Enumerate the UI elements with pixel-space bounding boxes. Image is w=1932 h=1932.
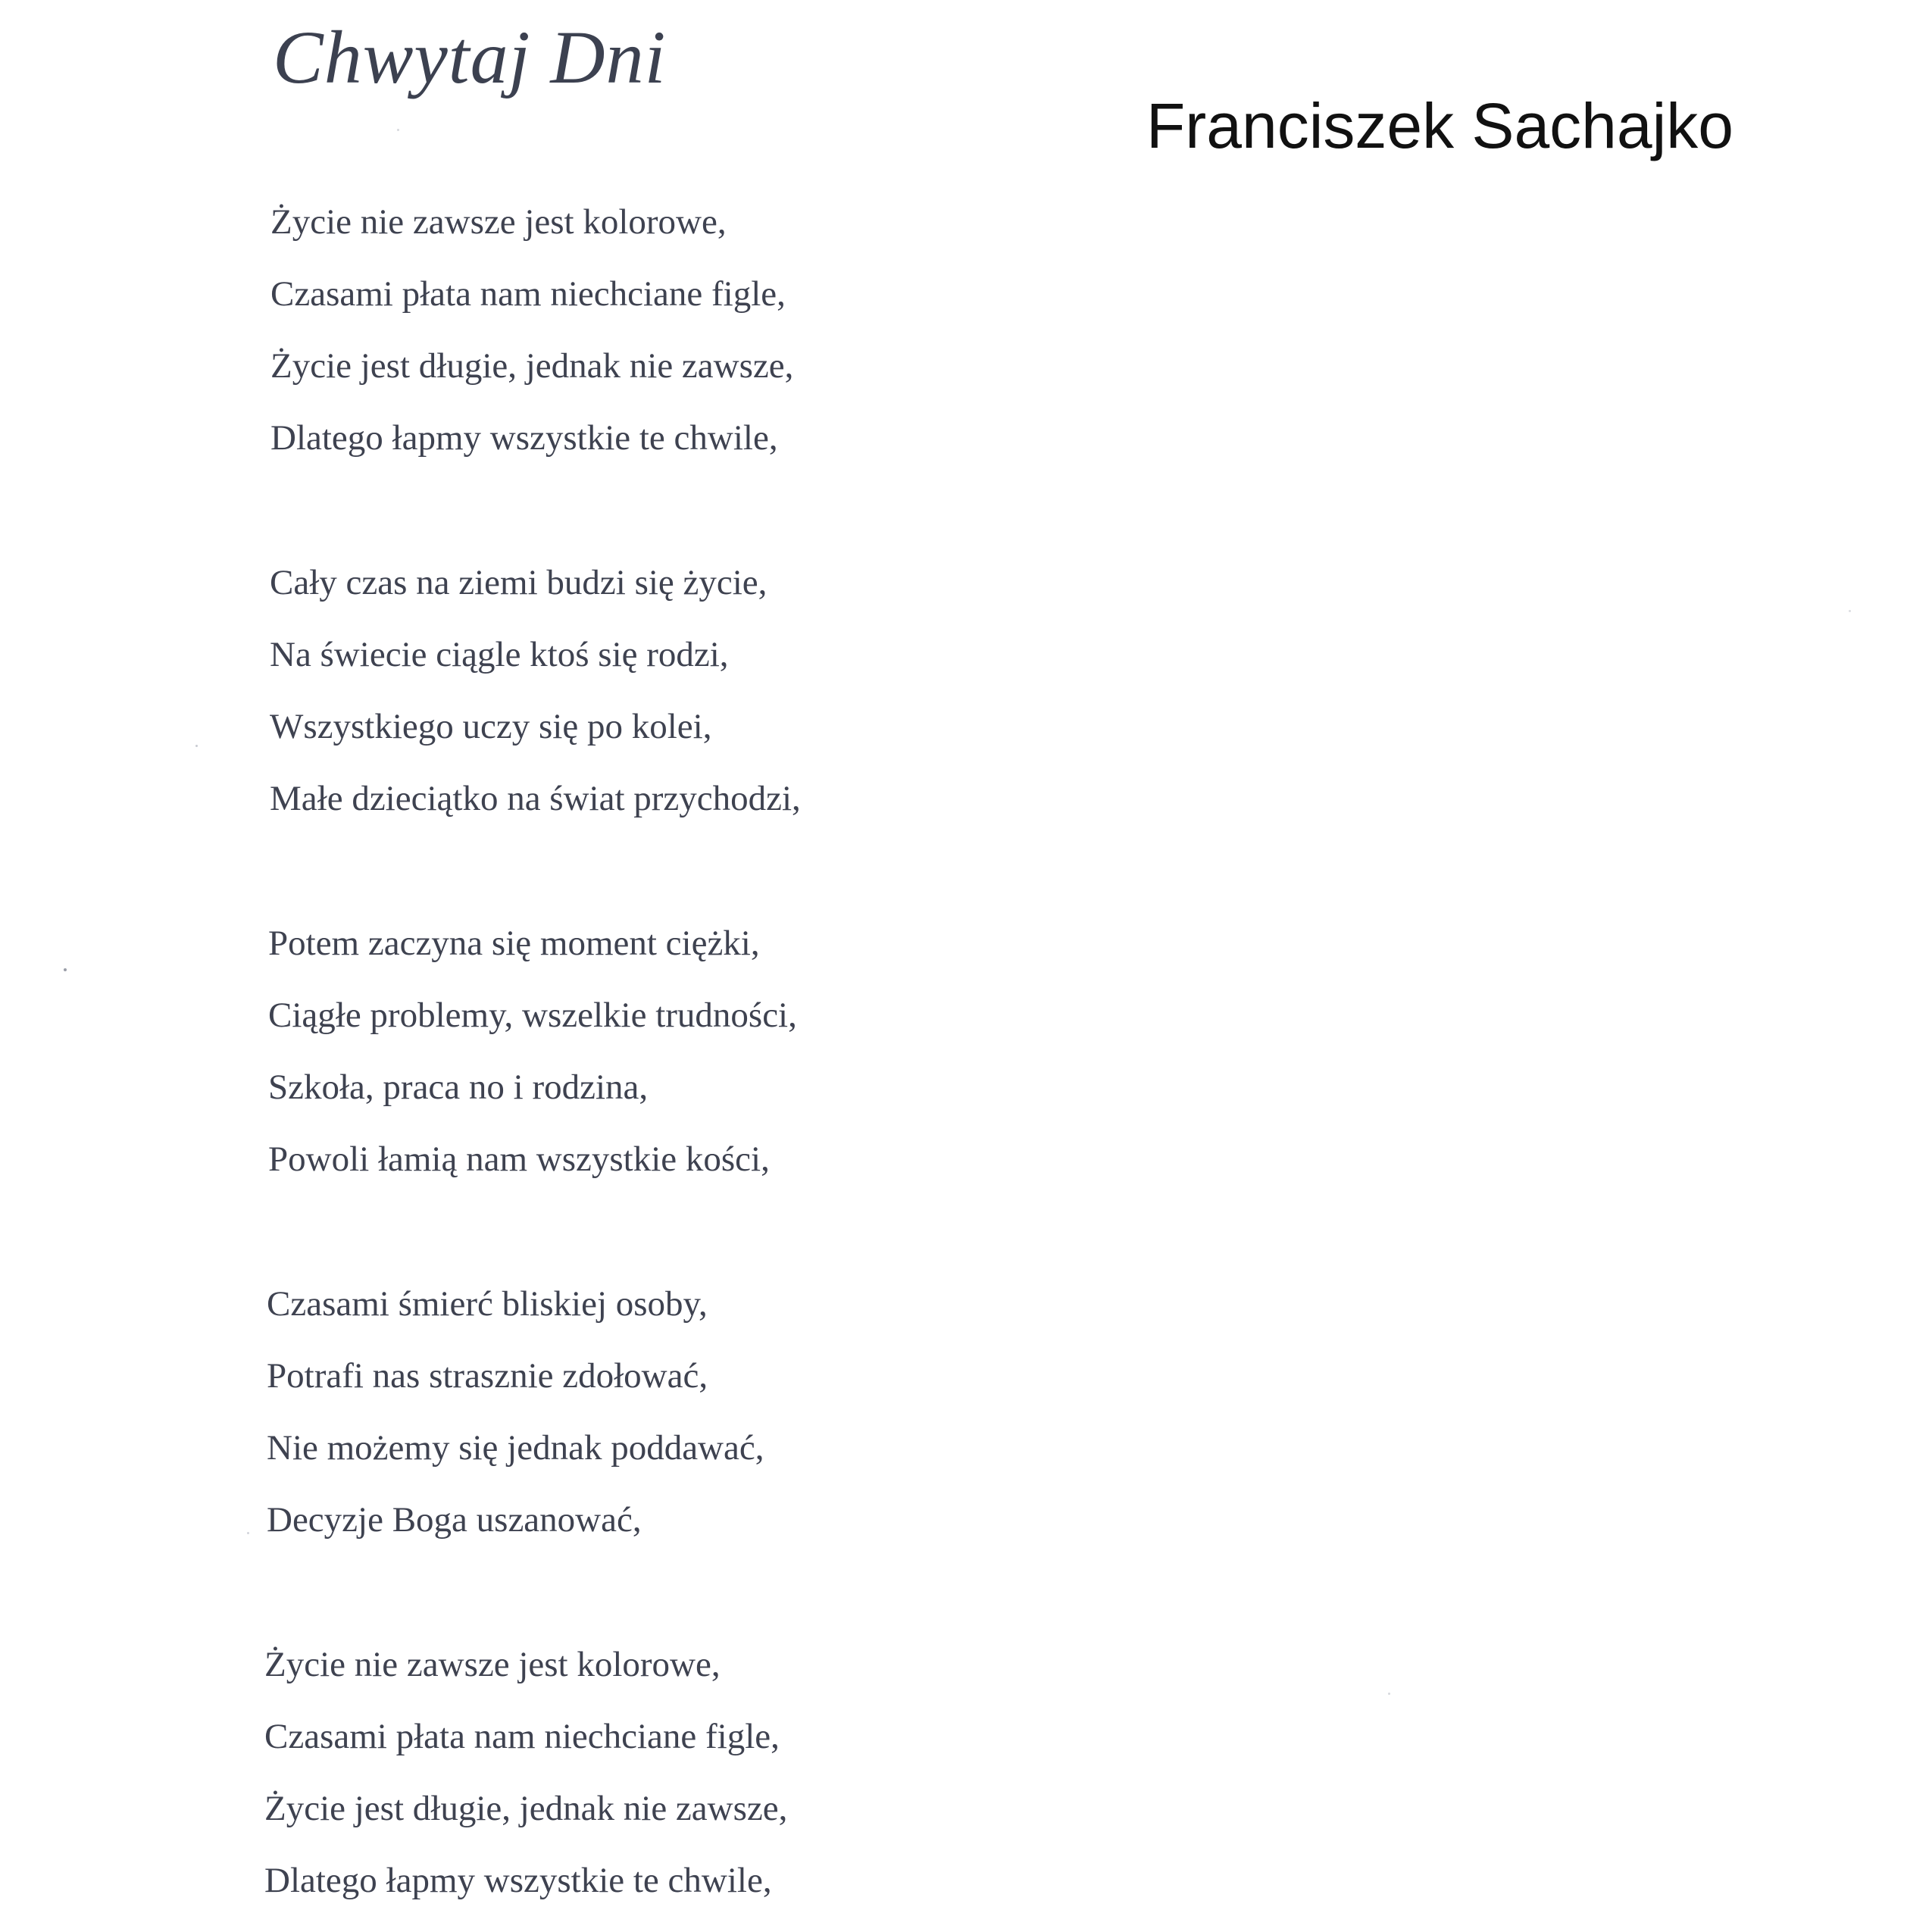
poem-line: Dlatego łapmy wszystkie te chwile,	[270, 418, 778, 458]
scan-speck	[247, 1532, 249, 1534]
poem-line: Cały czas na ziemi budzi się życie,	[270, 563, 767, 602]
poem-line: Decyzje Boga uszanować,	[267, 1500, 642, 1540]
poem-line: Na świecie ciągle ktoś się rodzi,	[270, 635, 729, 674]
author-name: Franciszek Sachajko	[1146, 90, 1733, 161]
poem-line: Ciągłe problemy, wszelkie trudności,	[268, 996, 797, 1035]
poem-line: Życie nie zawsze jest kolorowe,	[270, 202, 727, 242]
poem-line: Życie jest długie, jednak nie zawsze,	[264, 1789, 788, 1828]
poem-line: Nie możemy się jednak poddawać,	[267, 1428, 764, 1468]
poem-line: Powoli łamią nam wszystkie kości,	[268, 1140, 770, 1179]
poem-line: Czasami śmierć bliskiej osoby,	[267, 1284, 708, 1324]
poem-line: Szkoła, praca no i rodzina,	[268, 1068, 649, 1107]
scan-speck	[1849, 610, 1851, 612]
poem-line: Potrafi nas strasznie zdołować,	[267, 1356, 708, 1396]
poem-line: Czasami płata nam niechciane figle,	[270, 274, 786, 314]
stanza-2	[270, 547, 801, 835]
poem-title: Chwytaj Dni	[273, 15, 667, 99]
scan-speck	[195, 745, 198, 747]
poem-line: Małe dzieciątko na świat przychodzi,	[270, 779, 801, 818]
poem-line: Czasami płata nam niechciane figle,	[264, 1717, 780, 1756]
poem-line: Życie nie zawsze jest kolorowe,	[264, 1645, 721, 1684]
stanza-3	[268, 908, 797, 1196]
stanza-5	[264, 1629, 787, 1917]
scan-speck	[1388, 1693, 1390, 1695]
poem-line: Potem zaczyna się moment ciężki,	[268, 924, 760, 963]
stanza-4	[267, 1268, 764, 1556]
poem-line: Wszystkiego uczy się po kolei,	[270, 707, 712, 746]
poem-line: Życie jest długie, jednak nie zawsze,	[270, 346, 794, 386]
stanza-1	[270, 186, 793, 474]
scan-speck	[64, 968, 67, 971]
poem-line: Dlatego łapmy wszystkie te chwile,	[264, 1861, 772, 1900]
scan-speck	[397, 129, 399, 131]
